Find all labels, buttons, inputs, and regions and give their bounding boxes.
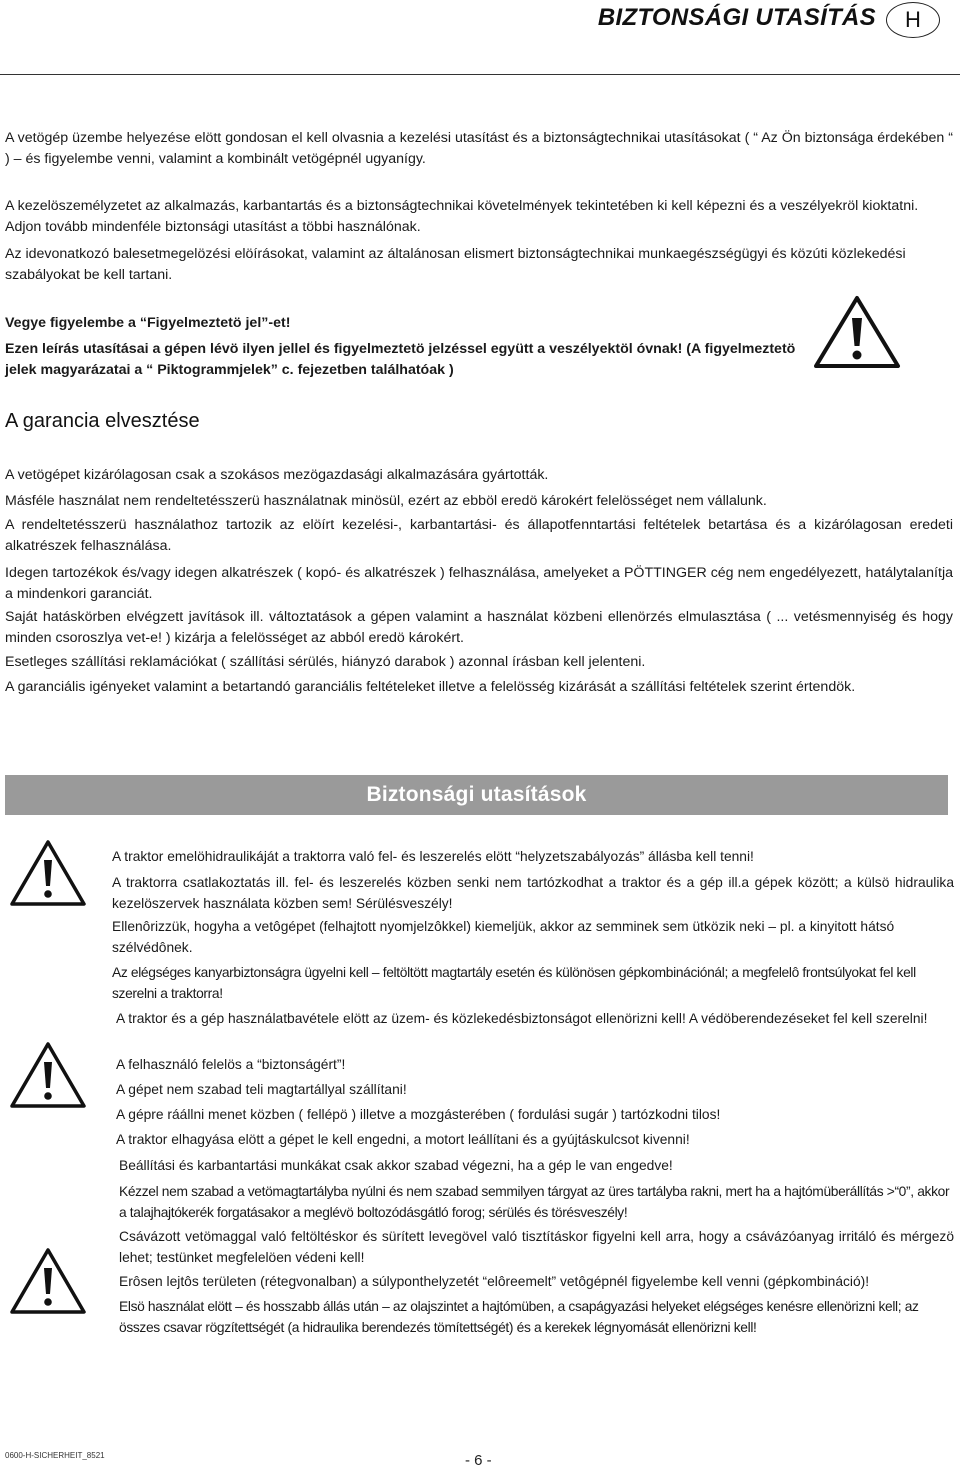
document-code: 0600-H-SICHERHEIT_8521: [5, 1451, 105, 1460]
warning-triangle-icon: [812, 294, 902, 370]
intro-paragraph-3: Az idevonatkozó balesetmegelözési elöírásokat, valamint az általánosan elismert biztonságtechnikai munkaegészségügyi és közúti közlekedési szabályokat be kell tartani.: [5, 246, 906, 283]
safety-item: Csávázott vetömaggal való feltöltéskor és sürített levegövel való tisztításkor figyelni kell arra, hogy a csávázóanyag irritáló és mérgezö lehet; testünket megfelelöen védeni kell!: [119, 1229, 954, 1265]
safety-item: Az elégséges kanyarbiztonságra ügyelni kell – feltöltött magtartály esetén és különösen gépkombinációnál; a megfelelô frontsúlyokat fel kell szerelni a traktorra!: [112, 965, 916, 1001]
warranty-paragraph-5: Saját hatáskörben elvégzett javítások ill. változtatások a gépen valamint a használat közbeni ellenörzés elmulasztása ( ... vetésmennyiség és hogy minden csoroszlya vet-e! ) kizárja a felelösséget az abból eredö károkért.: [5, 609, 953, 646]
safety-item: A felhasználó felelös a “biztonságért”!: [116, 1057, 346, 1072]
intro-paragraph-2: A kezelöszemélyzetet az alkalmazás, karbantartás és a biztonságtechnikai követelmények tekintetében ki kell képezni és a veszélyekröl kioktatni. Adjon tovább mindenféle biztonsági utasítást a többi használónak.: [5, 198, 919, 235]
safety-item: A traktor emelöhidraulikáját a traktorra való fel- és leszerelés elött “helyzetszabályozás” állásba kell tenni!: [112, 849, 754, 864]
warning-triangle-icon: [8, 1246, 88, 1316]
safety-item: A traktor és a gép használatbavétele elött az üzem- és közlekedésbiztonságot ellenörizni kell! A védöberendezéseket fel kell szerelni!: [116, 1011, 928, 1026]
safety-item: A gépet nem szabad teli magtartállyal szállítani!: [116, 1082, 407, 1097]
warranty-paragraph-7: A garanciális igényeket valamint a betartandó garanciális feltételeket illetve a felelösség kizárását a szállítási feltételek szerint értendök.: [5, 679, 856, 695]
language-badge: H: [886, 2, 940, 38]
warning-triangle-icon: [8, 1040, 88, 1110]
warning-sign-explanation: Ezen leírás utasításai a gépen lévö ilyen jellel és figyelmeztetö jelzéssel együtt a veszélyektöl óvnak! (A figyelmeztetö jelek magyarázatai a “ Piktogrammjelek” c. fejezetben találhatóak ): [5, 341, 796, 378]
warranty-paragraph-4: Idegen tartozékok és/vagy idegen alkatrészek ( kopó- és alkatrészek ) felhasználása, amelyeket a PÖTTINGER cég nem engedélyezett, hatálytalanítja a mindenkori garanciát.: [5, 565, 953, 602]
warning-triangle-icon: [8, 838, 88, 908]
header-divider: [0, 74, 960, 75]
safety-section-banner: Biztonsági utasítások: [5, 775, 948, 815]
warning-sign-note: Vegye figyelembe a “Figyelmeztetö jel”-et!: [5, 315, 291, 331]
safety-item: A traktorra csatlakoztatás ill. fel- és leszerelés közben senki nem tartózkodhat a traktor és a gép ill.a gépek között; a külsö hidraulika kezelöszervek használata közben sem! Sérülésveszély!: [112, 875, 954, 911]
warranty-paragraph-6: Esetleges szállítási reklamációkat ( szállítási sérülés, hiányzó darabok ) azonnal írásban kell jelenteni.: [5, 654, 646, 670]
page-number: - 6 -: [465, 1452, 492, 1469]
safety-item: A gépre ráállni menet közben ( fellépö ) illetve a mozgásterében ( fordulási sugár ) tartózkodni tilos!: [116, 1107, 721, 1122]
safety-item: Kézzel nem szabad a vetömagtartályba nyúlni és nem szabad semmilyen tárgyat az üres tartályba rakni, mert ha a hajtómüberállítás >“0”, akkor a talajhajtókerék forgatásakor a meglévö boltozódásgátló forog; sérülés és törésveszély!: [119, 1184, 950, 1220]
safety-item: A traktor elhagyása elött a gépet le kell engedni, a motort leállítani és a gyújtáskulcsot kivenni!: [116, 1132, 690, 1147]
page-header-title: BIZTONSÁGI UTASÍTÁS: [597, 4, 876, 31]
warranty-heading: A garancia elvesztése: [5, 410, 200, 432]
warranty-paragraph-2: Másféle használat nem rendeltetésszerü használatnak minösül, ezért az ebböl eredö károkért felelösséget nem vállalunk.: [5, 493, 767, 509]
safety-item: Elsö használat elött – és hosszabb állás után – az olajszintet a hajtómüben, a csapágyazási helyeket elégséges kenésre ellenörizni kell; az összes csavar rögzítettségét (a hidraulika berendezés tömítettségét) és a kerekek légnyomását ellenörizni kell!: [119, 1299, 919, 1335]
warranty-paragraph-1: A vetögépet kizárólagosan csak a szokásos mezögazdasági alkalmazására gyártották.: [5, 467, 549, 483]
safety-item: Ellenôrizzük, hogyha a vetôgépet (felhajtott nyomjelzôkkel) kiemeljük, akkor az semminek sem ütközik neki – pl. a kinyitott hátsó szélvédônek.: [112, 919, 895, 955]
intro-paragraph-1: A vetögép üzembe helyezése elött gondosan el kell olvasnia a kezelési utasítást és a biztonságtechnikai utasításokat ( “ Az Ön biztonsága érdekében “ ) – és figyelembe venni, valamint a kombinált vetögépnél ugyanígy.: [5, 130, 953, 167]
safety-item: Erôsen lejtôs területen (rétegvonalban) a súlyponthelyzetét “elôreemelt” vetôgépnél figyelembe kell venni (gépkombináció)!: [119, 1274, 870, 1289]
safety-item: Beállítási és karbantartási munkákat csak akkor szabad végezni, ha a gép le van engedve!: [119, 1158, 673, 1173]
warranty-paragraph-3: A rendeltetésszerü használathoz tartozik az elöírt kezelési-, karbantartási- és állapotfenntartási feltételek betartása és a kizárólagosan eredeti alkatrészek felhasználása.: [5, 517, 953, 554]
